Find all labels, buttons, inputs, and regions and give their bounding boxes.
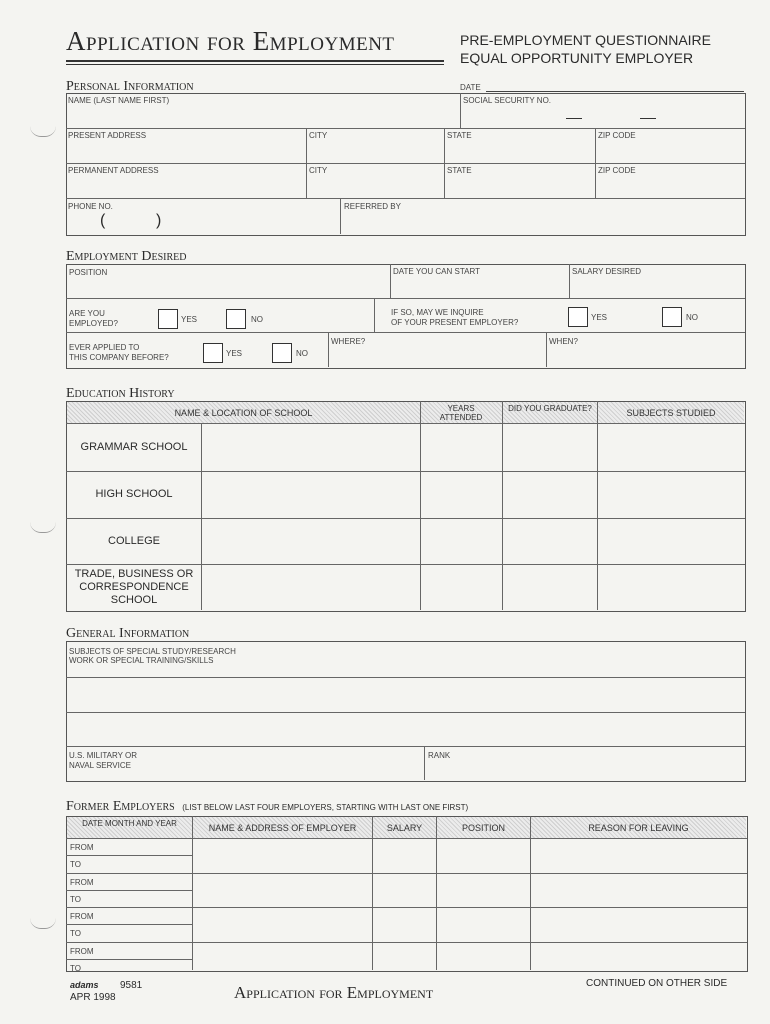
military-label: U.S. MILITARY OR <box>69 751 138 760</box>
section-personal: Personal Information <box>66 79 194 94</box>
salary-desired-label: SALARY DESIRED <box>572 267 642 276</box>
subtitle-questionnaire: PRE-EMPLOYMENT QUESTIONNAIRE <box>460 32 712 48</box>
section-former-employers <box>66 797 468 815</box>
form-date: APR 1998 <box>70 992 116 1003</box>
former-col-reason: REASON FOR LEAVING <box>588 823 689 833</box>
permanent-state-label: STATE <box>447 166 472 175</box>
applied-no-checkbox[interactable] <box>272 343 292 363</box>
no-label: NO <box>251 315 263 324</box>
inquire-label: OF YOUR PRESENT EMPLOYER? <box>391 318 519 327</box>
phone-label: PHONE NO. <box>68 202 113 211</box>
position-label: POSITION <box>69 268 108 277</box>
where-label: WHERE? <box>331 337 366 346</box>
inquire-no-checkbox[interactable] <box>662 307 682 327</box>
applied-yes-checkbox[interactable] <box>203 343 223 363</box>
applied-label: EVER APPLIED TO <box>69 343 140 352</box>
edu-col-school: NAME & LOCATION OF SCHOOL <box>174 408 313 418</box>
present-address-label: PRESENT ADDRESS <box>68 131 147 140</box>
phone-paren-close: ) <box>156 212 162 229</box>
edu-col-graduate: DID YOU GRADUATE? <box>508 404 592 413</box>
continued-note: CONTINUED ON OTHER SIDE <box>586 978 728 989</box>
former-from-3: FROM <box>70 912 94 921</box>
employed-no-checkbox[interactable] <box>226 309 246 329</box>
title-rule <box>66 60 444 62</box>
present-city-label: CITY <box>309 131 328 140</box>
referred-label: REFERRED BY <box>344 202 401 211</box>
form-number: 9581 <box>120 980 143 991</box>
former-to-3: TO <box>70 929 81 938</box>
when-label: WHEN? <box>549 337 578 346</box>
former-from-1: FROM <box>70 843 94 852</box>
former-employers-table <box>66 816 748 972</box>
former-col-position: POSITION <box>461 823 505 833</box>
employed-yes-checkbox[interactable] <box>158 309 178 329</box>
name-field[interactable] <box>66 93 460 128</box>
punch-hole <box>30 918 56 929</box>
present-state-label: STATE <box>447 131 472 140</box>
inquire-yes-checkbox[interactable] <box>568 307 588 327</box>
edu-col-years: YEARS ATTENDED <box>439 404 483 422</box>
ssn-field-label: SOCIAL SECURITY NO. <box>463 96 552 105</box>
edu-row-trade: TRADE, BUSINESS OR CORRESPONDENCE SCHOOL <box>74 568 194 606</box>
date-field[interactable] <box>486 91 744 92</box>
no-label: NO <box>686 313 698 322</box>
subjects-label: SUBJECTS OF SPECIAL STUDY/RESEARCH <box>69 647 236 656</box>
edu-row-grammar: GRAMMAR SCHOOL <box>80 441 188 453</box>
former-col-name: NAME & ADDRESS OF EMPLOYER <box>208 823 357 833</box>
form-title: Application for Employment <box>66 26 395 56</box>
brand-logo: adams <box>70 980 99 990</box>
yes-label: YES <box>226 349 243 358</box>
section-employment: Employment Desired <box>66 249 187 264</box>
date-start-label: DATE YOU CAN START <box>393 267 480 276</box>
former-heading: Former Employers <box>66 799 175 814</box>
applied-label: THIS COMPANY BEFORE? <box>69 353 169 362</box>
military-label: NAVAL SERVICE <box>69 761 131 770</box>
subjects-label: WORK OR SPECIAL TRAINING/SKILLS <box>69 656 214 665</box>
section-general: General Information <box>66 626 190 641</box>
permanent-city-label: CITY <box>309 166 328 175</box>
edu-row-high: HIGH SCHOOL <box>95 488 173 500</box>
name-field-label: NAME (LAST NAME FIRST) <box>68 96 170 105</box>
former-to-2: TO <box>70 895 81 904</box>
former-note: (LIST BELOW LAST FOUR EMPLOYERS, STARTING WITH LAST ONE FIRST) <box>182 803 469 812</box>
former-col-date: DATE MONTH AND YEAR <box>82 819 177 828</box>
inquire-label: IF SO, MAY WE INQUIRE <box>391 308 484 317</box>
yes-label: YES <box>181 315 198 324</box>
section-education: Education History <box>66 386 175 401</box>
former-from-4: FROM <box>70 947 94 956</box>
edu-col-subjects: SUBJECTS STUDIED <box>626 408 716 418</box>
present-zip-label: ZIP CODE <box>598 131 636 140</box>
subtitle-eoe: EQUAL OPPORTUNITY EMPLOYER <box>460 50 694 66</box>
phone-paren-open: ( <box>100 212 106 229</box>
former-to-1: TO <box>70 860 81 869</box>
employed-label: ARE YOU <box>69 309 105 318</box>
edu-row-college: COLLEGE <box>108 535 160 547</box>
date-label: DATE <box>460 83 481 92</box>
permanent-zip-label: ZIP CODE <box>598 166 636 175</box>
no-label: NO <box>296 349 308 358</box>
punch-hole <box>30 126 56 137</box>
ssn-field[interactable] <box>461 93 744 128</box>
former-from-2: FROM <box>70 878 94 887</box>
employed-label: EMPLOYED? <box>69 319 118 328</box>
punch-hole <box>30 522 56 533</box>
footer-title: Application for Employment <box>234 983 434 1002</box>
former-to-4: TO <box>70 964 81 973</box>
rank-label: RANK <box>428 751 451 760</box>
permanent-address-label: PERMANENT ADDRESS <box>68 166 159 175</box>
former-col-salary: SALARY <box>386 823 423 833</box>
title-rule <box>66 64 444 65</box>
yes-label: YES <box>591 313 608 322</box>
